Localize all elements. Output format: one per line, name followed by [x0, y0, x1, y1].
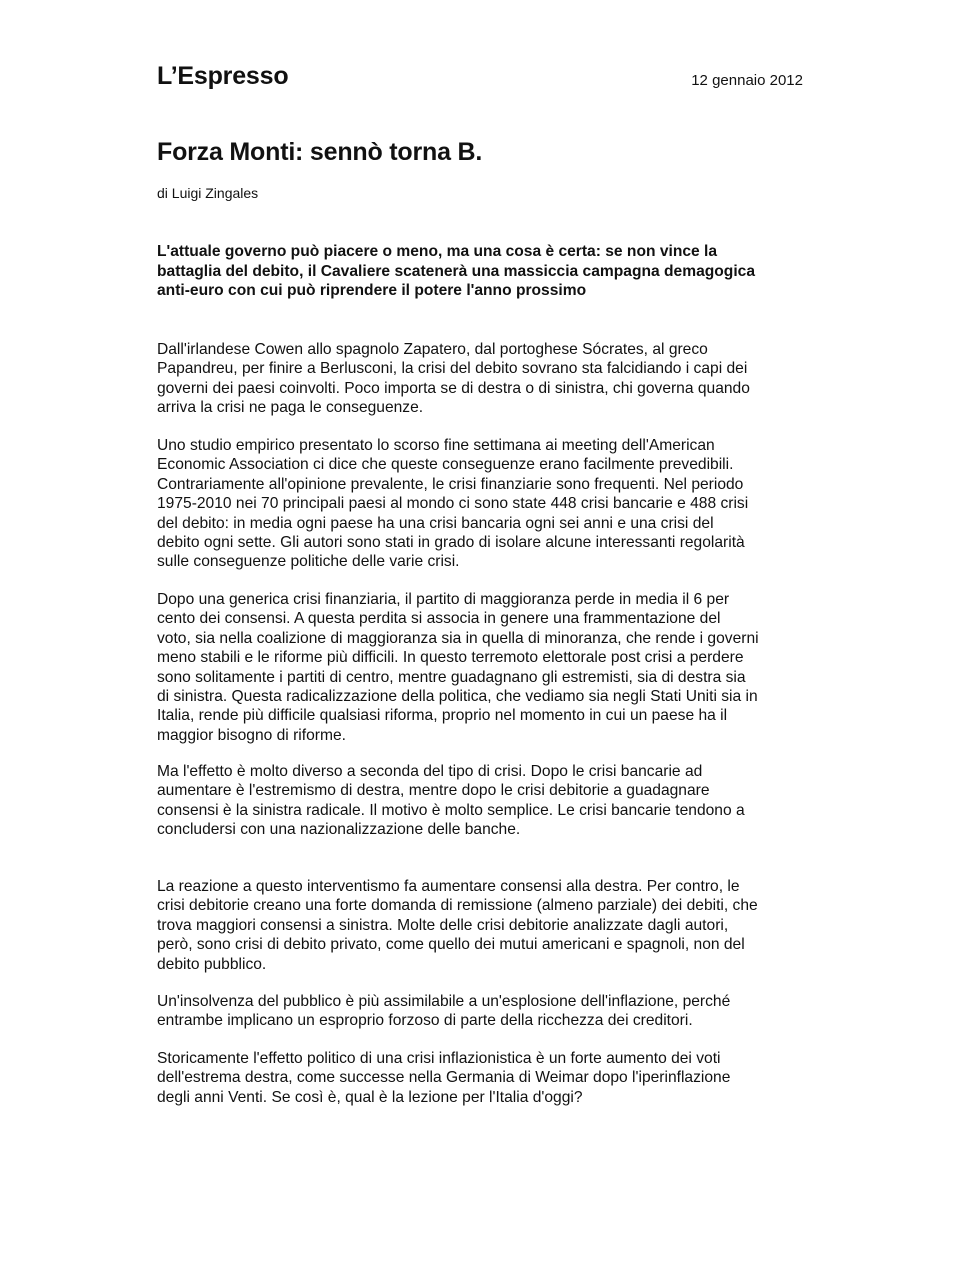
- text-line: debito ogni sette. Gli autori sono stati in grado di isolare alcune interessanti regolarità: [157, 534, 745, 552]
- text-line: voto, sia nella coalizione di maggioranza sia in quella di minoranza, che rende i governi: [157, 629, 759, 647]
- lede-line: anti-euro con cui può riprendere il potere l'anno prossimo: [157, 282, 587, 299]
- paragraph-2: [157, 436, 817, 572]
- text-line: governi dei paesi coinvolti. Poco importa se di destra o di sinistra, chi governa quando: [157, 379, 750, 397]
- paragraph-3: [157, 590, 817, 745]
- text-line: sono solitamente i partiti di centro, mentre guadagnano gli estremisti, sia di destra sia: [157, 668, 746, 686]
- paragraph-1: [157, 340, 817, 418]
- publication-date: 12 gennaio 2012: [691, 72, 803, 89]
- text-line: Un'insolvenza del pubblico è più assimilabile a un'esplosione dell'inflazione, perché: [157, 993, 731, 1010]
- publication-name: L’Espresso: [157, 62, 289, 90]
- lede-line: battaglia del debito, il Cavaliere scatenerà una massiccia campagna demagogica: [157, 262, 755, 280]
- text-line: crisi debitorie creano una forte domanda di remissione (almeno parziale) dei debiti, che: [157, 897, 758, 915]
- text-line: Storicamente l'effetto politico di una crisi inflazionistica è un forte aumento dei voti: [157, 1050, 721, 1067]
- text-line: Economic Association ci dice che queste conseguenze erano facilmente prevedibili.: [157, 456, 734, 474]
- text-line: concludersi con una nazionalizzazione delle banche.: [157, 821, 521, 839]
- text-line: Dopo una generica crisi finanziaria, il partito di maggioranza perde in media il 6 per: [157, 591, 730, 608]
- article-byline: di Luigi Zingales: [157, 185, 259, 201]
- text-line: di sinistra. Questa radicalizzazione della politica, che vediamo sia negli Stati Uniti sia in: [157, 688, 758, 706]
- paragraph-6: [157, 992, 817, 1031]
- text-line: trova maggiori consensi a sinistra. Molte delle crisi debitorie analizzate dagli autori,: [157, 916, 729, 934]
- text-line: degli anni Venti. Se così è, qual è la lezione per l'Italia d'oggi?: [157, 1088, 583, 1106]
- text-line: Dall'irlandese Cowen allo spagnolo Zapatero, dal portoghese Sócrates, al greco: [157, 341, 708, 358]
- paragraph-4: [157, 762, 817, 840]
- text-line: arriva la crisi ne paga le conseguenze.: [157, 399, 424, 417]
- text-line: Italia, rende più difficile qualsiasi riforma, proprio nel momento in cui un paese ha il: [157, 707, 728, 725]
- text-line: maggior bisogno di riforme.: [157, 726, 346, 744]
- text-line: Contrariamente all'opinione prevalente, le crisi finanziarie sono frequenti. Nel periodo: [157, 475, 744, 493]
- lede-line: L'attuale governo può piacere o meno, ma una cosa è certa: se non vince la: [157, 243, 718, 260]
- text-line: Papandreu, per finire a Berlusconi, la crisi del debito sovrano sta falcidiando i capi dei: [157, 360, 748, 378]
- text-line: dell'estrema destra, come successe nella Germania di Weimar dopo l'iperinflazione: [157, 1069, 731, 1087]
- text-line: del debito: in media ogni paese ha una crisi bancaria ogni sei anni e una crisi del: [157, 514, 714, 532]
- paragraph-7: [157, 1049, 817, 1107]
- paragraph-5: [157, 877, 817, 974]
- text-line: meno stabili e le riforme più difficili. In questo terremoto elettorale post crisi a perdere: [157, 649, 744, 667]
- text-line: cento dei consensi. A questa perdita si associa in genere una frammentazione del: [157, 610, 721, 628]
- text-line: però, sono crisi di debito privato, come quello dei mutui americani e spagnoli, non del: [157, 936, 745, 954]
- text-line: consensi è la sinistra radicale. Il motivo è molto semplice. Le crisi bancarie tendono a: [157, 801, 745, 819]
- article-lede: [157, 242, 817, 301]
- text-line: Ma l'effetto è molto diverso a seconda del tipo di crisi. Dopo le crisi bancarie ad: [157, 763, 703, 780]
- text-line: debito pubblico.: [157, 955, 267, 973]
- text-line: Uno studio empirico presentato lo scorso fine settimana ai meeting dell'American: [157, 437, 715, 454]
- text-line: sulle conseguenze politiche delle varie crisi.: [157, 553, 460, 571]
- text-line: aumentare è l'estremismo di destra, mentre dopo le crisi debitorie a guadagnare: [157, 782, 710, 800]
- article-title: Forza Monti: sennò torna B.: [157, 138, 483, 166]
- text-line: La reazione a questo interventismo fa aumentare consensi alla destra. Per contro, le: [157, 878, 740, 895]
- text-line: 1975-2010 nei 70 principali paesi al mondo ci sono state 448 crisi bancarie e 488 crisi: [157, 495, 749, 513]
- text-line: entrambe implicano un esproprio forzoso di parte della ricchezza dei creditori.: [157, 1012, 693, 1030]
